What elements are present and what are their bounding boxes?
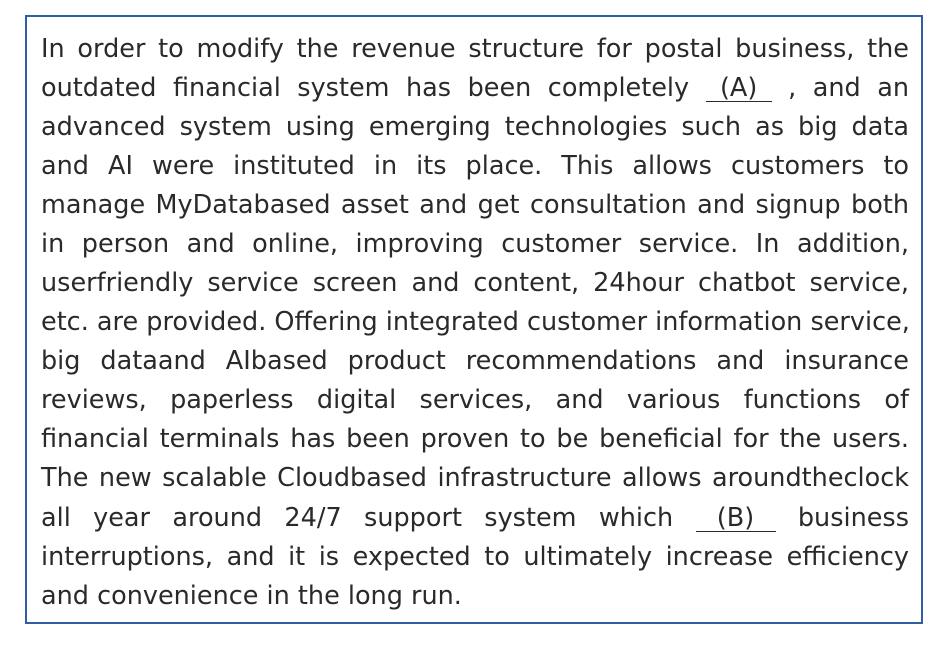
passage-line-9: big dataand AIbased product recommendations and insurance <box>41 346 909 376</box>
line-13-text-before: all year around 24/7 support system which <box>41 503 674 533</box>
passage-line-12: The new scalable Cloudbased infrastructure allows aroundtheclock <box>41 463 909 493</box>
blank-b: (B) <box>696 505 776 532</box>
passage-line-1: In order to modify the revenue structure for postal business, the <box>41 34 909 64</box>
passage-box <box>25 15 923 624</box>
passage-line-11: financial terminals has been proven to be beneficial for the users. <box>41 424 909 454</box>
blank-a: (A) <box>706 75 772 102</box>
passage-line-13 <box>41 499 909 538</box>
passage-line-15: and convenience in the long run. <box>41 581 462 611</box>
passage-line-8: etc. are provided. Offering integrated customer information service, <box>41 307 910 337</box>
passage-line-7: userfriendly service screen and content, 24hour chatbot service, <box>41 268 909 298</box>
passage-line-3: advanced system using emerging technologies such as big data <box>41 112 909 142</box>
passage-line-6: in person and online, improving customer service. In addition, <box>41 229 909 259</box>
passage-line-5: manage MyDatabased asset and get consultation and signup both <box>41 190 909 220</box>
passage-line-4: and AI were instituted in its place. This allows customers to <box>41 151 909 181</box>
passage-line-10: reviews, paperless digital services, and various functions of <box>41 385 909 415</box>
passage-line-14: interruptions, and it is expected to ultimately increase efficiency <box>41 542 909 572</box>
passage-line-2 <box>41 69 909 108</box>
line-2-text-before: outdated financial system has been completely <box>41 73 690 103</box>
line-13-text-after: business <box>797 503 909 533</box>
line-2-text-after: , and an <box>788 73 910 103</box>
